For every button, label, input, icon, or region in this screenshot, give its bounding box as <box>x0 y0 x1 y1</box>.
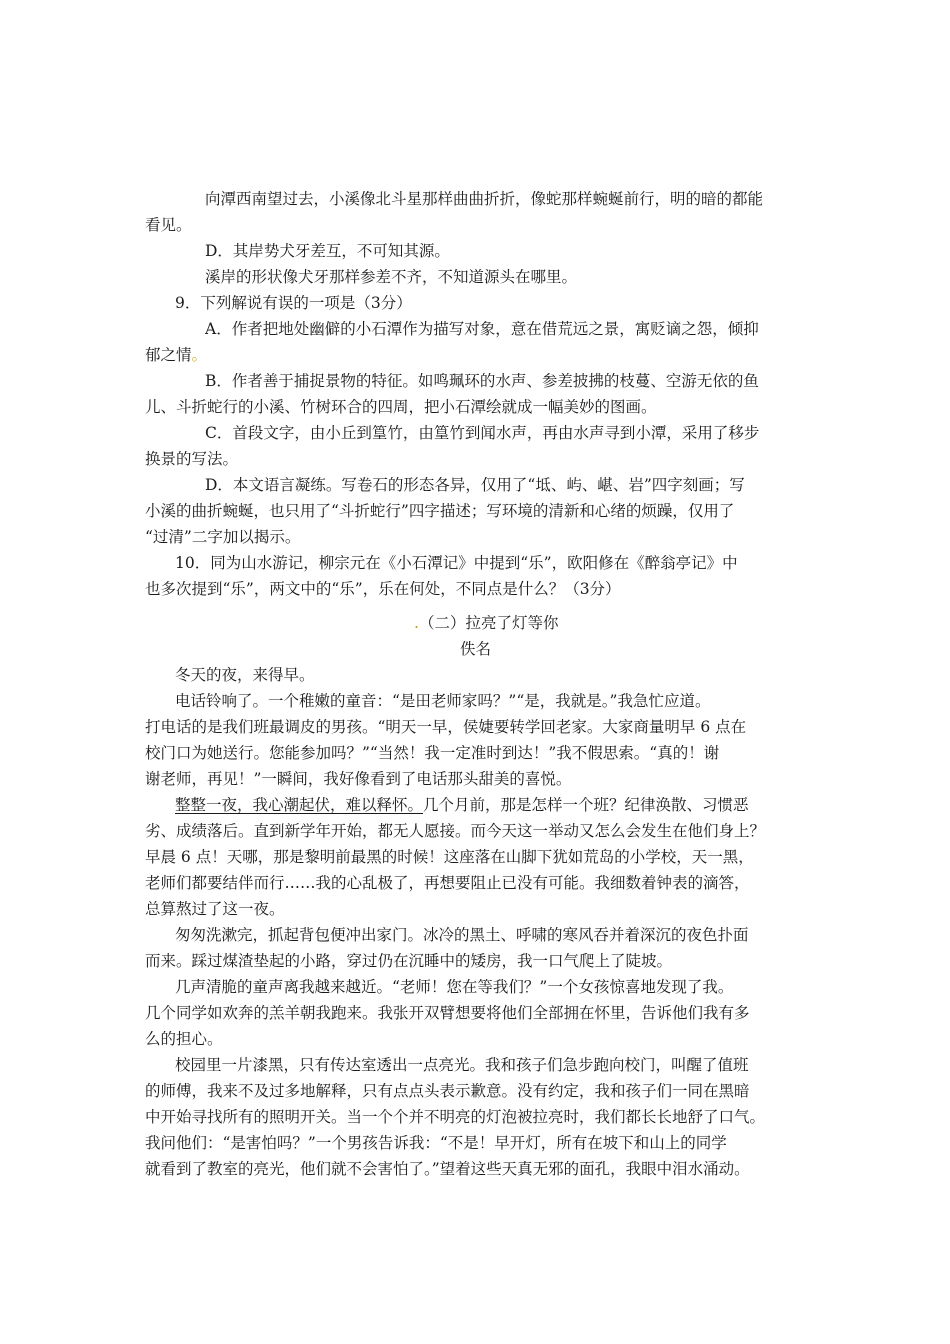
question-9-stem: 9．下列解说有误的一项是（3分） <box>175 294 412 312</box>
article-line: 总算熬过了这一夜。 <box>145 900 285 918</box>
article-line: 校门口为她送行。您能参加吗？”“当然！我一定准时到达！”我不假思索。“真的！谢 <box>145 744 720 762</box>
q9-option-d-cont: 小溪的曲折蜿蜒，也只用了“斗折蛇行”四字描述；写环境的清新和心绪的烦躁，仅用了 <box>145 502 735 520</box>
question-10-stem: 10．同为山水游记，柳宗元在《小石潭记》中提到“乐”，欧阳修在《醉翁亭记》中 <box>175 554 738 572</box>
translation-line: 向潭西南望过去，小溪像北斗星那样曲曲折折，像蛇那样蜿蜒前行，明的暗的都能 <box>205 190 764 208</box>
underlined-sentence: 整整一夜，我心潮起伏，难以释怀。 <box>175 796 424 814</box>
article-line: 早晨 6 点！天哪，那是黎明前最黑的时候！这座落在山脚下犹如荒岛的小学校，天一黑， <box>145 848 754 866</box>
q9-option-c: C．首段文字，由小丘到篁竹，由篁竹到闻水声，再由水声寻到小潭，采用了移步 <box>205 424 760 442</box>
section-title: .（二）拉亮了灯等你 <box>414 614 559 632</box>
article-line: 我问他们：“是害怕吗？”一个男孩告诉我：“不是！早开灯，所有在坡下和山上的同学 <box>145 1134 727 1152</box>
q9-option-b-cont: 儿、斗折蛇行的小溪、竹树环合的四周，把小石潭绘就成一幅美妙的图画。 <box>145 398 657 416</box>
article-line: 几个同学如欢奔的羔羊朝我跑来。我张开双臂想要将他们全部拥在怀里，告诉他们我有多 <box>145 1004 750 1022</box>
article-line: 老师们都要结伴而行……我的心乱极了，再想要阻止已没有可能。我细数着钟表的滴答， <box>145 874 750 892</box>
article-line: 而来。踩过煤渣垫起的小路，穿过仍在沉睡中的矮房，我一口气爬上了陡坡。 <box>145 952 673 970</box>
q9-option-d: D．本文语言凝练。写卷石的形态各异，仅用了“坻、屿、嵁、岩”四字刻画；写 <box>205 476 745 494</box>
article-paragraph: 校园里一片漆黑，只有传达室透出一点亮光。我和孩子们急步跑向校门，叫醒了值班 <box>175 1056 749 1074</box>
translation-line: 溪岸的形状像犬牙那样参差不齐，不知道源头在哪里。 <box>205 268 578 286</box>
article-line: 就看到了教室的亮光，他们就不会害怕了。”望着这些天真无邪的面孔，我眼中泪水涌动。 <box>145 1160 750 1178</box>
article-line: 劣、成绩落后。直到新学年开始，都无人愿接。而今天这一举动又怎么会发生在他们身上？ <box>145 822 766 840</box>
q9-option-a-cont: 郁之情。 <box>145 346 208 364</box>
article-paragraph: 整整一夜，我心潮起伏，难以释怀。几个月前，那是怎样一个班？纪律涣散、习惯恶 <box>175 796 749 814</box>
article-author: 佚名 <box>460 640 492 658</box>
article-line: 中开始寻找所有的照明开关。当一个个并不明亮的灯泡被拉亮时，我们都长长地舒了口气。 <box>145 1108 766 1126</box>
question-10-stem-cont: 也多次提到“乐”，两文中的“乐”，乐在何处，不同点是什么？（3分） <box>145 580 621 598</box>
q9-option-b: B．作者善于捕捉景物的特征。如鸣珮环的水声、参差披拂的枝蔓、空游无依的鱼 <box>205 372 759 390</box>
article-paragraph: 冬天的夜，来得早。 <box>175 666 315 684</box>
article-line: 谢老师，再见！”一瞬间，我好像看到了电话那头甜美的喜悦。 <box>145 770 572 788</box>
q9-option-c-cont: 换景的写法。 <box>145 450 239 468</box>
q9-option-d-cont: “过清”二字加以揭示。 <box>145 528 301 546</box>
article-paragraph: 匆匆洗漱完，抓起背包便冲出家门。冰冷的黑土、呼啸的寒风吞并着深沉的夜色扑面 <box>175 926 749 944</box>
article-paragraph: 电话铃响了。一个稚嫩的童音：“是田老师家吗？”“是，我就是。”我急忙应道。 <box>175 692 711 710</box>
option-d-source: D．其岸势犬牙差互，不可知其源。 <box>205 242 450 260</box>
translation-line: 看见。 <box>145 216 192 234</box>
article-line: 打电话的是我们班最调皮的男孩。“明天一早，侯婕要转学回老家。大家商量明早 6 点在 <box>145 718 747 736</box>
article-paragraph: 几声清脆的童声离我越来越近。“老师！您在等我们？”一个女孩惊喜地发现了我。 <box>175 978 734 996</box>
article-line: 的师傅，我来不及过多地解释，只有点点头表示歉意。没有约定，我和孩子们一同在黑暗 <box>145 1082 750 1100</box>
q9-option-a: A．作者把地处幽僻的小石潭作为描写对象，意在借荒远之景，寓贬谪之怨，倾抑 <box>205 320 759 338</box>
article-line: 么的担心。 <box>145 1030 223 1048</box>
